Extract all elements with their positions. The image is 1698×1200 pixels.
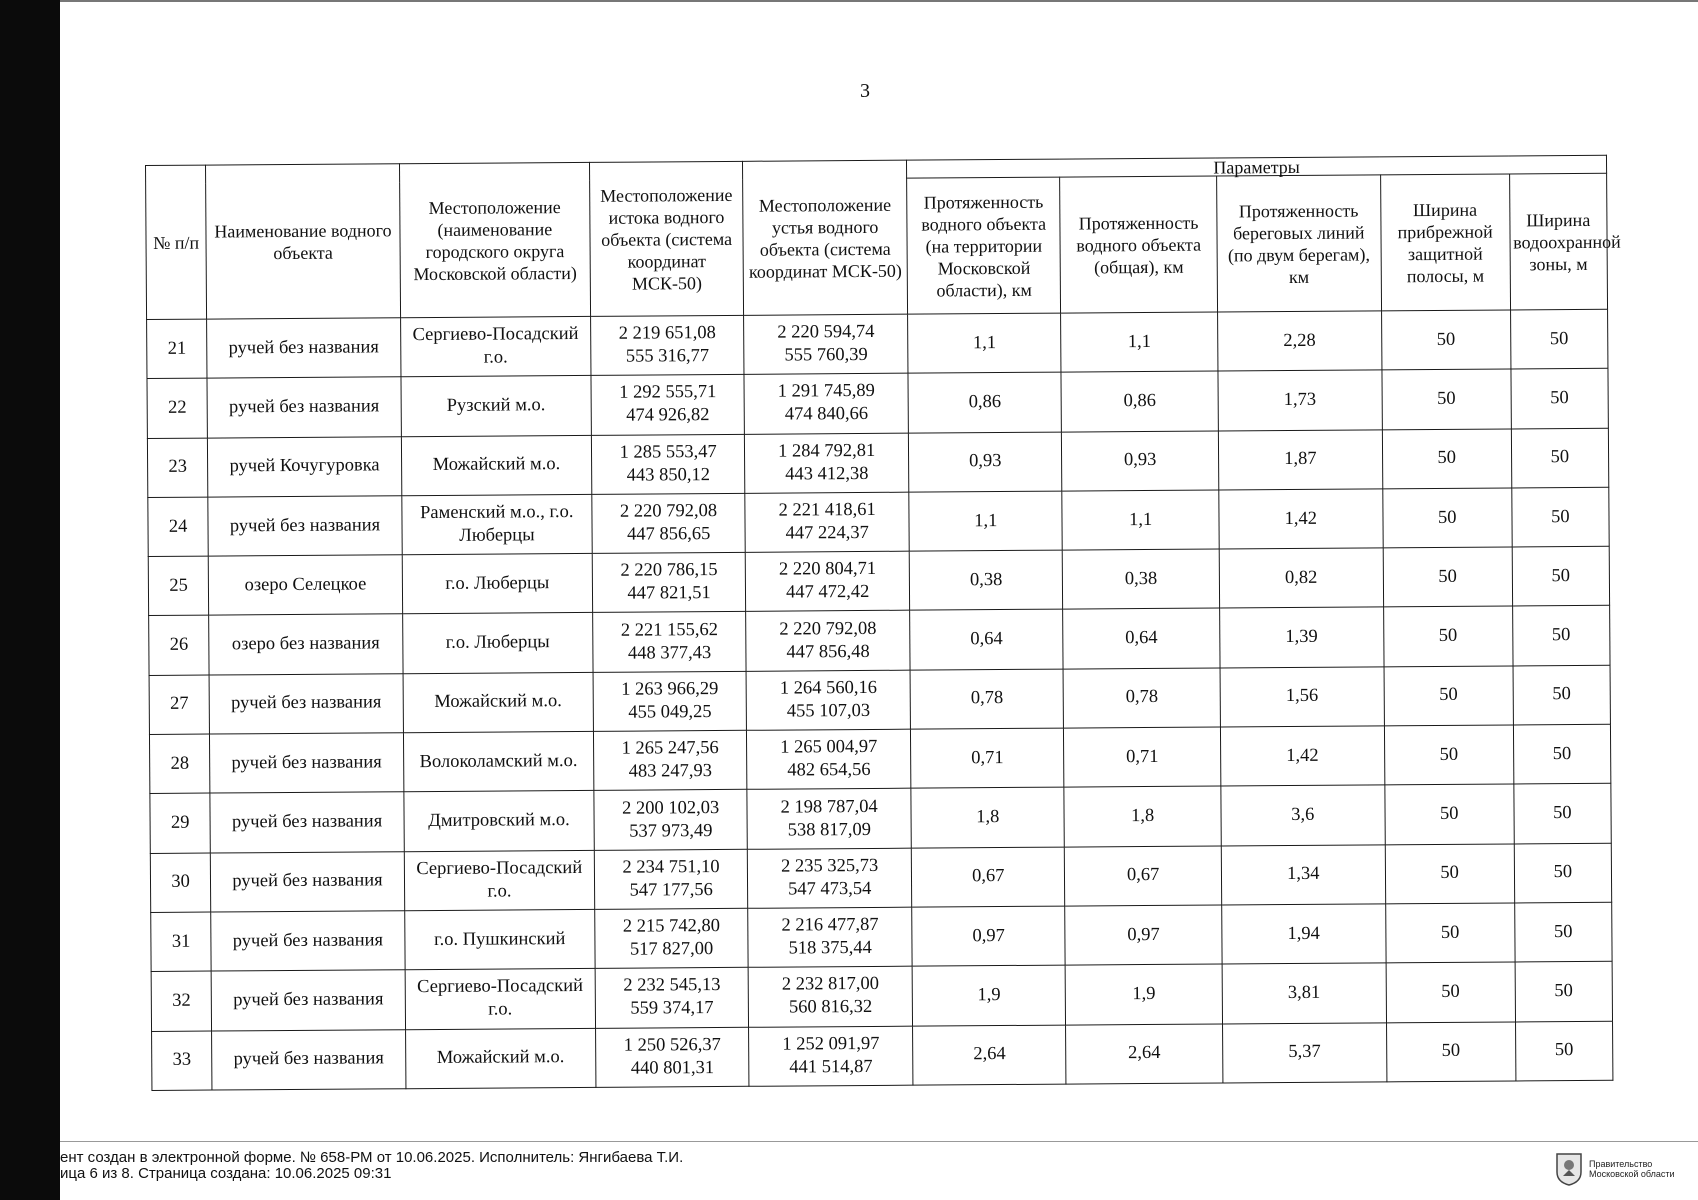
coord-y: 517 827,00 <box>629 939 714 960</box>
coat-of-arms-icon <box>1555 1152 1583 1186</box>
coord-x: 1 292 555,71 <box>619 382 717 404</box>
coord-x: 2 220 804,71 <box>778 559 877 580</box>
cell-num: 30 <box>150 853 211 913</box>
cell-source-coords <box>592 553 746 613</box>
cell-location: Рузский м.о. <box>401 376 592 437</box>
coord-y: 440 801,31 <box>630 1057 715 1079</box>
cell-length-total: 0,93 <box>1062 431 1219 491</box>
table-row <box>151 962 1612 1031</box>
cell-length-total: 1,1 <box>1062 490 1219 550</box>
cell-protection-zone: 50 <box>1515 1021 1613 1081</box>
cell-location: г.о. Пушкинский <box>404 909 595 970</box>
cell-source-coords <box>591 375 745 435</box>
cell-protection-zone: 50 <box>1514 902 1612 962</box>
coord-x: 1 285 553,47 <box>619 441 717 463</box>
cell-buffer-strip: 50 <box>1383 606 1512 666</box>
cell-source-coords <box>593 730 747 790</box>
water-objects-table <box>145 155 1621 1091</box>
coord-x: 2 235 325,73 <box>780 855 879 877</box>
cell-buffer-strip: 50 <box>1385 784 1514 844</box>
cell-mouth-coords <box>748 966 912 1026</box>
coord-x: 1 284 792,81 <box>778 440 876 462</box>
cell-length-total: 0,38 <box>1063 549 1220 609</box>
cell-length-mo: 0,93 <box>908 432 1062 492</box>
cell-protection-zone: 50 <box>1514 784 1612 844</box>
cell-mouth-coords <box>745 433 909 493</box>
cell-shore-length: 5,37 <box>1222 1022 1386 1083</box>
cell-mouth-coords <box>747 789 911 849</box>
cell-mouth-coords <box>749 1026 913 1087</box>
cell-source-coords <box>593 671 747 731</box>
cell-length-mo: 1,8 <box>911 787 1065 847</box>
coord-y: 555 760,39 <box>784 345 868 366</box>
coord-y: 447 224,37 <box>785 522 869 544</box>
cell-shore-length: 1,39 <box>1219 607 1383 667</box>
coord-x: 1 264 560,16 <box>779 677 877 699</box>
scan-edge-bar <box>0 0 60 1200</box>
cell-source-coords <box>591 434 745 494</box>
cell-num: 27 <box>149 675 210 735</box>
coord-x: 1 250 526,37 <box>623 1034 721 1056</box>
header-mouth: Местоположение устья водного объекта (система координат МСК-50) <box>743 160 908 315</box>
cell-length-total: 0,97 <box>1065 905 1222 965</box>
coord-x: 2 220 594,74 <box>777 322 875 343</box>
cell-length-mo: 0,64 <box>910 610 1064 670</box>
cell-protection-zone: 50 <box>1514 843 1612 903</box>
table-row <box>150 784 1611 853</box>
cell-name: озеро Селецкое <box>208 555 402 616</box>
cell-length-total: 0,86 <box>1061 371 1218 431</box>
cell-location: Можайский м.о. <box>403 672 594 733</box>
cell-length-mo: 0,86 <box>908 372 1062 432</box>
cell-num: 21 <box>147 319 208 379</box>
coord-x: 1 291 745,89 <box>777 381 875 403</box>
coord-y: 482 654,56 <box>787 760 871 781</box>
cell-mouth-coords <box>748 848 912 908</box>
gov-logo-text <box>1589 1159 1675 1179</box>
coord-x: 1 263 966,29 <box>621 678 719 700</box>
cell-mouth-coords <box>746 611 910 671</box>
cell-length-total: 0,67 <box>1065 846 1222 906</box>
coord-y: 518 375,44 <box>788 938 872 959</box>
cell-protection-zone: 50 <box>1513 665 1611 725</box>
table-row <box>147 309 1608 378</box>
header-shore-length: Протяженность береговых линий (по двум берегам), км <box>1216 175 1381 312</box>
cell-shore-length: 1,87 <box>1218 429 1382 489</box>
coord-x: 2 221 418,61 <box>778 499 876 521</box>
coord-y: 555 316,77 <box>625 346 710 367</box>
cell-length-mo: 1,1 <box>908 313 1062 373</box>
cell-name: озеро без названия <box>209 614 403 675</box>
coord-y: 483 247,93 <box>628 761 713 782</box>
cell-protection-zone: 50 <box>1512 546 1610 606</box>
cell-buffer-strip: 50 <box>1382 369 1511 429</box>
cell-length-total: 1,1 <box>1061 312 1218 372</box>
cell-source-coords <box>594 849 748 909</box>
table-row <box>147 428 1608 497</box>
header-protection-zone: Ширина водоохранной зоны, м <box>1509 173 1607 310</box>
cell-protection-zone: 50 <box>1515 962 1613 1022</box>
cell-name: ручей без названия <box>208 496 402 557</box>
coord-x: 1 265 247,56 <box>621 738 719 759</box>
cell-shore-length: 0,82 <box>1219 548 1383 608</box>
coord-x: 2 198 787,04 <box>780 796 878 818</box>
cell-mouth-coords <box>744 373 908 433</box>
header-buffer-strip: Ширина прибрежной защитной полосы, м <box>1380 174 1510 311</box>
cell-mouth-coords <box>745 492 909 552</box>
cell-location: Сергиево-Посадский г.о. <box>404 850 595 911</box>
cell-shore-length: 2,28 <box>1217 311 1381 371</box>
cell-length-mo: 1,9 <box>912 965 1066 1025</box>
cell-shore-length: 1,42 <box>1219 489 1383 549</box>
cell-location: Сергиево-Посадский г.о. <box>405 969 596 1030</box>
cell-name: ручей без названия <box>211 911 405 972</box>
cell-shore-length: 1,94 <box>1222 904 1386 964</box>
footer-line-1: ент создан в электронной форме. № 658-РМ от 10.06.2025. Исполнитель: Янгибаева Т.И. <box>60 1149 684 1166</box>
cell-source-coords <box>595 908 749 968</box>
cell-length-mo: 1,1 <box>909 491 1063 551</box>
coord-y: 443 412,38 <box>785 463 869 485</box>
header-num: № п/п <box>146 165 207 319</box>
cell-location: Волоколамский м.о. <box>403 731 594 792</box>
cell-num: 32 <box>151 971 212 1031</box>
cell-length-mo: 0,38 <box>909 550 1063 610</box>
cell-num: 25 <box>148 556 209 616</box>
cell-source-coords <box>596 1027 750 1088</box>
cell-source-coords <box>594 790 748 850</box>
coord-y: 474 840,66 <box>784 404 869 425</box>
table-row <box>147 369 1608 438</box>
cell-location: Сергиево-Посадский г.о. <box>400 316 591 377</box>
cell-buffer-strip: 50 <box>1386 962 1515 1022</box>
cell-length-total: 0,78 <box>1063 668 1220 728</box>
cell-name: ручей без названия <box>212 1029 406 1090</box>
cell-shore-length: 3,81 <box>1222 963 1386 1023</box>
cell-protection-zone: 50 <box>1510 309 1608 369</box>
coord-y: 559 374,17 <box>630 998 714 1020</box>
coord-y: 537 973,49 <box>629 820 713 842</box>
cell-location: Дмитровский м.о. <box>404 791 595 852</box>
cell-length-mo: 0,78 <box>910 669 1064 729</box>
cell-shore-length: 1,73 <box>1218 370 1382 430</box>
footer <box>60 1150 683 1182</box>
cell-num: 28 <box>149 734 210 794</box>
cell-length-total: 0,71 <box>1064 727 1221 787</box>
coord-x: 2 215 742,80 <box>622 916 721 937</box>
coord-y: 448 377,43 <box>627 642 712 664</box>
coord-x: 2 220 786,15 <box>620 560 718 582</box>
cell-name: ручей без названия <box>210 733 404 794</box>
cell-location: Раменский м.о., г.о. Люберцы <box>402 494 593 555</box>
cell-num: 22 <box>147 378 208 438</box>
header-params: Параметры <box>907 155 1607 178</box>
cell-name: ручей без названия <box>209 673 403 734</box>
coord-y: 547 177,56 <box>629 879 713 901</box>
page-number: 3 <box>860 80 870 102</box>
coord-x: 2 232 545,13 <box>623 975 721 997</box>
coord-x: 2 200 102,03 <box>621 797 720 819</box>
gov-logo <box>1555 1152 1675 1186</box>
cell-length-mo: 0,97 <box>912 906 1066 966</box>
cell-buffer-strip: 50 <box>1382 488 1511 548</box>
coord-x: 2 220 792,08 <box>779 618 877 640</box>
coord-x: 2 234 751,10 <box>622 856 720 878</box>
coord-y: 443 850,12 <box>626 464 710 486</box>
cell-protection-zone: 50 <box>1511 428 1609 488</box>
coord-y: 547 473,54 <box>788 878 872 900</box>
coord-y: 441 514,87 <box>789 1056 873 1078</box>
cell-location: г.о. Люберцы <box>402 613 593 674</box>
cell-length-total: 2,64 <box>1066 1024 1223 1085</box>
cell-source-coords <box>591 315 745 375</box>
cell-buffer-strip: 50 <box>1382 429 1511 489</box>
cell-num: 23 <box>147 438 208 498</box>
coord-y: 455 107,03 <box>786 700 871 722</box>
cell-mouth-coords <box>748 907 912 967</box>
coord-x: 2 216 477,87 <box>781 915 879 936</box>
cell-protection-zone: 50 <box>1511 369 1609 429</box>
cell-num: 26 <box>149 616 210 676</box>
scan-top-edge <box>60 0 1698 2</box>
header-location: Местоположение (наименование городского округа Московской области) <box>399 162 590 317</box>
coord-x: 2 220 792,08 <box>619 501 718 522</box>
table-row <box>149 665 1610 734</box>
cell-protection-zone: 50 <box>1513 724 1611 784</box>
cell-protection-zone: 50 <box>1512 606 1610 666</box>
header-source: Местоположение истока водного объекта (система координат МСК-50) <box>589 161 743 316</box>
cell-name: ручей без названия <box>207 318 401 379</box>
cell-num: 29 <box>150 793 211 853</box>
cell-buffer-strip: 50 <box>1384 666 1513 726</box>
table-row <box>151 902 1612 971</box>
cell-name: ручей без названия <box>211 851 405 912</box>
cell-buffer-strip: 50 <box>1381 310 1510 370</box>
header-length-total: Протяженность водного объекта (общая), км <box>1060 176 1217 313</box>
cell-num: 33 <box>152 1031 213 1091</box>
cell-shore-length: 1,42 <box>1220 726 1384 786</box>
coord-y: 447 821,51 <box>627 583 711 604</box>
table-row <box>148 487 1609 556</box>
table-row <box>148 546 1609 615</box>
cell-length-mo: 0,67 <box>911 847 1065 907</box>
cell-location: Можайский м.о. <box>401 435 592 496</box>
cell-buffer-strip: 50 <box>1385 903 1514 963</box>
coord-x: 1 265 004,97 <box>780 737 878 758</box>
cell-mouth-coords <box>747 729 911 789</box>
cell-length-total: 1,8 <box>1064 786 1221 846</box>
cell-mouth-coords <box>746 670 910 730</box>
cell-name: ручей без названия <box>210 792 404 853</box>
cell-num: 31 <box>151 912 212 972</box>
cell-source-coords <box>593 612 747 672</box>
coord-y: 447 472,42 <box>785 582 870 603</box>
table-row <box>152 1021 1613 1091</box>
header-length-mo: Протяженность водного объекта (на территории Московской области), км <box>907 177 1061 314</box>
gov-logo-line-2: Московской области <box>1589 1169 1675 1179</box>
cell-length-total: 1,9 <box>1066 964 1223 1024</box>
cell-buffer-strip: 50 <box>1384 725 1513 785</box>
cell-source-coords <box>592 493 746 553</box>
cell-length-mo: 0,71 <box>911 728 1065 788</box>
coord-y: 455 049,25 <box>628 701 712 723</box>
cell-buffer-strip: 50 <box>1385 844 1514 904</box>
cell-length-total: 0,64 <box>1063 608 1220 668</box>
cell-buffer-strip: 50 <box>1386 1022 1515 1082</box>
coord-x: 2 219 651,08 <box>618 323 716 344</box>
coord-y: 560 816,32 <box>788 997 873 1018</box>
coord-y: 474 926,82 <box>626 405 710 427</box>
cell-buffer-strip: 50 <box>1383 547 1512 607</box>
coord-y: 447 856,48 <box>786 641 870 663</box>
cell-name: ручей Кочугуровка <box>208 436 402 497</box>
footer-line-2: ица 6 из 8. Страница создана: 10.06.2025 09:31 <box>60 1165 392 1182</box>
cell-shore-length: 1,56 <box>1220 667 1384 727</box>
cell-shore-length: 3,6 <box>1221 785 1385 845</box>
cell-name: ручей без названия <box>211 970 405 1031</box>
cell-name: ручей без названия <box>207 377 401 438</box>
cell-protection-zone: 50 <box>1511 487 1609 547</box>
coord-x: 1 252 091,97 <box>782 1033 880 1055</box>
cell-location: Можайский м.о. <box>405 1028 596 1089</box>
cell-source-coords <box>595 968 749 1028</box>
cell-mouth-coords <box>744 314 908 374</box>
gov-logo-line-1: Правительство <box>1589 1159 1653 1169</box>
cell-num: 24 <box>148 497 209 557</box>
header-name: Наименование водного объекта <box>206 164 401 319</box>
cell-mouth-coords <box>745 551 909 611</box>
table-row <box>149 724 1610 793</box>
coord-y: 447 856,65 <box>627 524 711 545</box>
cell-length-mo: 2,64 <box>913 1025 1067 1086</box>
coord-y: 538 817,09 <box>787 819 872 841</box>
cell-shore-length: 1,34 <box>1221 845 1385 905</box>
footer-divider <box>60 1141 1698 1142</box>
table-body <box>147 309 1613 1090</box>
coord-x: 2 221 155,62 <box>620 619 719 641</box>
cell-location: г.о. Люберцы <box>402 554 593 615</box>
table-row <box>149 606 1610 675</box>
table-row <box>150 843 1611 912</box>
coord-x: 2 232 817,00 <box>781 974 880 995</box>
